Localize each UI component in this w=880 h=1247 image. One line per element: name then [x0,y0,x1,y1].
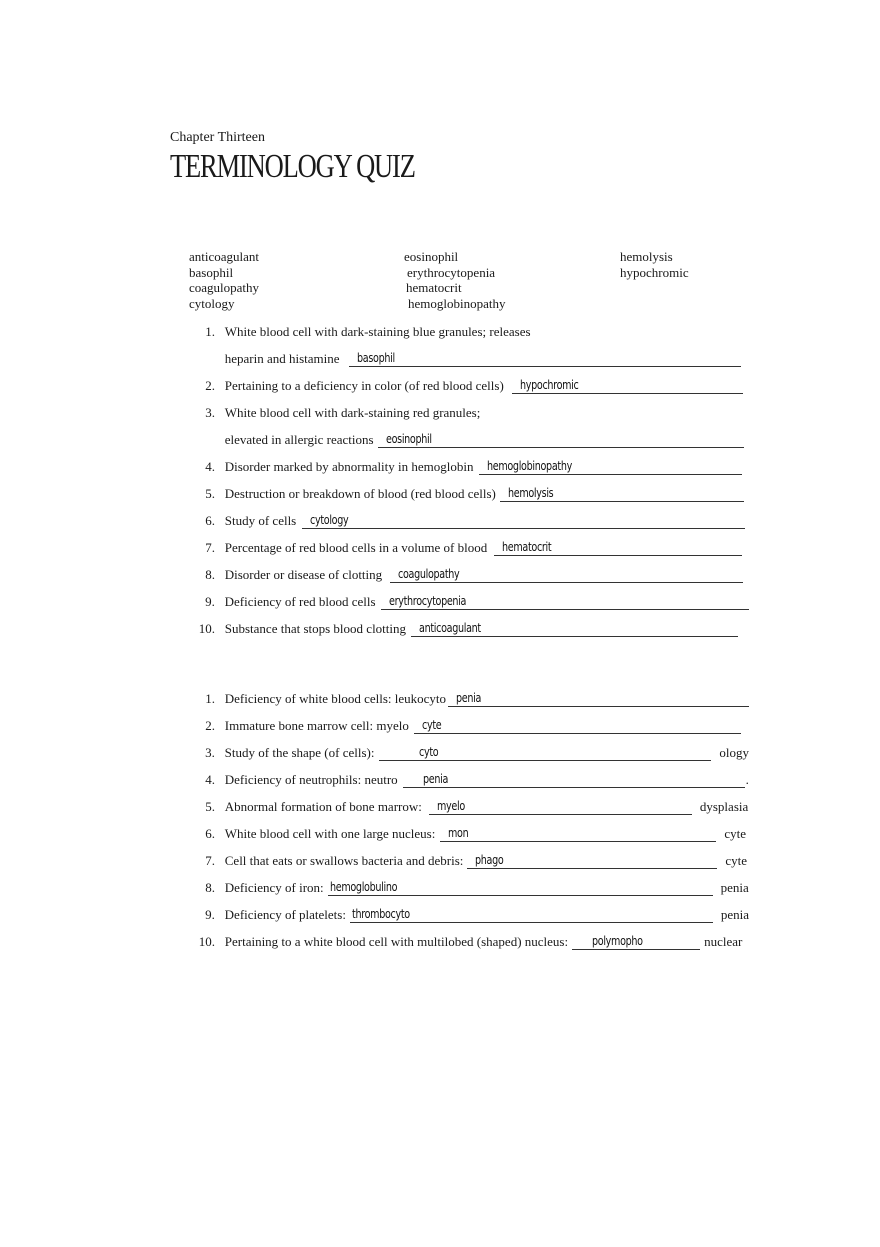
handwritten-answer: hemoglobinopathy [486,459,572,473]
answer-blank[interactable] [448,692,749,707]
question-row: 7. Percentage of red blood cells in a volume of blood hematocrit [189,536,749,556]
question-text: White blood cell with one large nucleus: [224,826,436,841]
answer-blank[interactable] [414,719,741,734]
word-bank-term: hematocrit [406,280,462,295]
question-row: 7. Cell that eats or swallows bacteria and debris: phago cyte [205,853,748,868]
word-suffix: penia [720,907,749,922]
question-row: 5. Destruction or breakdown of blood (red blood cells) hemolysis [189,482,749,502]
question-text: Cell that eats or swallows bacteria and debris: [224,853,464,868]
question-row: 2. Pertaining to a deficiency in color (of red blood cells) hypochromic [189,374,749,394]
question-row: 10. Substance that stops blood clotting anticoagulant [189,617,749,637]
question-text: Abnormal formation of bone marrow: [224,799,422,814]
question-text: Study of the shape (of cells): [224,745,375,760]
question-row-continued [189,428,749,448]
word-bank-col-1 [189,249,259,311]
answer-blank[interactable] [381,595,749,610]
question-text: Deficiency of white blood cells: leukocyto [224,691,447,706]
word-bank-term: erythrocytopenia [407,264,496,280]
question-text: Disorder marked by abnormality in hemoglobin [224,459,474,474]
word-suffix: . [745,772,749,787]
question-text: heparin and histamine [224,351,340,366]
handwritten-answer: hemoglobulino [329,880,397,894]
question-text: Deficiency of red blood cells [224,594,376,609]
handwritten-answer: cytology [310,513,349,527]
word-bank-term: hemoglobinopathy [408,295,506,311]
answer-blank[interactable] [467,854,717,869]
question-text: Deficiency of platelets: [224,907,346,922]
answer-blank[interactable] [350,908,713,923]
answer-blank[interactable] [390,568,743,583]
question-row: 6. White blood cell with one large nucleus: mon cyte [205,826,746,841]
question-row: 3. White blood cell with dark-staining red granules; [205,405,481,420]
word-suffix: cyte [724,826,746,841]
question-text: Pertaining to a deficiency in color (of red blood cells) [224,378,504,393]
answer-blank[interactable] [429,800,692,815]
question-text: Study of cells [224,513,297,528]
question-text: Deficiency of neutrophils: neutro [224,772,398,787]
handwritten-answer: basophil [356,351,395,365]
handwritten-answer: polymopho [592,934,643,948]
word-bank-col-3 [620,249,689,280]
word-bank-term: hemolysis [620,249,673,264]
question-row: 8. Disorder or disease of clotting coagulopathy [189,563,749,583]
word-suffix: nuclear [704,934,743,949]
answer-blank[interactable] [349,352,741,367]
word-bank-term: eosinophil [404,249,459,264]
answer-blank[interactable] [378,433,744,448]
question-row: 10. Pertaining to a white blood cell with multilobed (shaped) nucleus: polymopho nuclear [198,934,743,949]
question-text: Immature bone marrow cell: myelo [224,718,409,733]
question-row: 3. Study of the shape (of cells): cyto ology [205,745,749,760]
handwritten-answer: erythrocytopenia [388,594,466,608]
question-text: Disorder or disease of clotting [224,567,383,582]
question-text: White blood cell with dark-staining red granules; [224,405,481,420]
question-row: 8. Deficiency of iron: hemoglobulino penia [205,880,749,895]
handwritten-answer: thrombocyto [351,907,410,921]
answer-blank[interactable] [479,460,742,475]
answer-blank[interactable] [403,773,745,788]
handwritten-answer: myelo [436,799,465,813]
word-suffix: penia [720,880,749,895]
answer-blank[interactable] [411,622,738,637]
handwritten-answer: penia [456,691,482,705]
handwritten-answer: penia [422,772,448,786]
word-bank-term: basophil [189,264,234,280]
word-bank-term: coagulopathy [189,280,260,295]
answer-blank[interactable] [379,746,711,761]
question-row: 1. White blood cell with dark-staining blue granules; releases [205,324,531,339]
page-title: TERMINOLOGY QUIZ [170,148,415,185]
word-bank-term: anticoagulant [189,249,260,264]
question-text: elevated in allergic reactions [224,432,374,447]
handwritten-answer: hematocrit [502,540,552,554]
question-row: 9. Deficiency of red blood cells erythrocytopenia [189,590,749,610]
handwritten-answer: anticoagulant [419,621,481,635]
word-bank-term: cytology [189,295,235,311]
answer-blank[interactable] [328,881,713,896]
handwritten-answer: cyte [421,718,442,732]
answer-blank[interactable] [440,827,716,842]
answer-blank[interactable] [494,541,742,556]
handwritten-answer: hypochromic [519,378,579,392]
handwritten-answer: hemolysis [507,486,554,500]
question-row-continued [189,347,749,367]
handwritten-answer: coagulopathy [398,567,460,581]
question-row: 1. Deficiency of white blood cells: leukocyto penia [189,687,749,707]
answer-blank[interactable] [572,935,700,950]
question-text: Percentage of red blood cells in a volume of blood [224,540,488,555]
question-text: Substance that stops blood clotting [224,621,407,636]
question-row: 6. Study of cells cytology [189,509,749,529]
answer-blank[interactable] [512,379,743,394]
word-bank-term: hypochromic [620,264,689,280]
word-bank-col-2 [404,249,506,311]
question-text: Destruction or breakdown of blood (red blood cells) [224,486,496,501]
handwritten-answer: eosinophil [385,432,432,446]
question-row: 4. Deficiency of neutrophils: neutro penia . [205,772,749,787]
chapter-label: Chapter Thirteen [170,130,265,145]
question-row: 9. Deficiency of platelets: thrombocyto penia [205,907,749,922]
word-suffix: dysplasia [699,799,749,814]
answer-blank[interactable] [302,514,745,529]
question-text: White blood cell with dark-staining blue granules; releases [224,324,531,339]
word-suffix: cyte [725,853,748,868]
question-row: 2. Immature bone marrow cell: myelo cyte [189,714,749,734]
handwritten-answer: phago [475,853,504,867]
question-row: 4. Disorder marked by abnormality in hemoglobin hemoglobinopathy [189,455,749,475]
answer-blank[interactable] [500,487,744,502]
question-text: Pertaining to a white blood cell with multilobed (shaped) nucleus: [224,934,569,949]
question-text: Deficiency of iron: [224,880,324,895]
word-suffix: ology [719,745,749,760]
question-row: 5. Abnormal formation of bone marrow: myelo dysplasia [205,799,749,814]
handwritten-answer: cyto [419,745,439,759]
handwritten-answer: mon [448,826,469,840]
